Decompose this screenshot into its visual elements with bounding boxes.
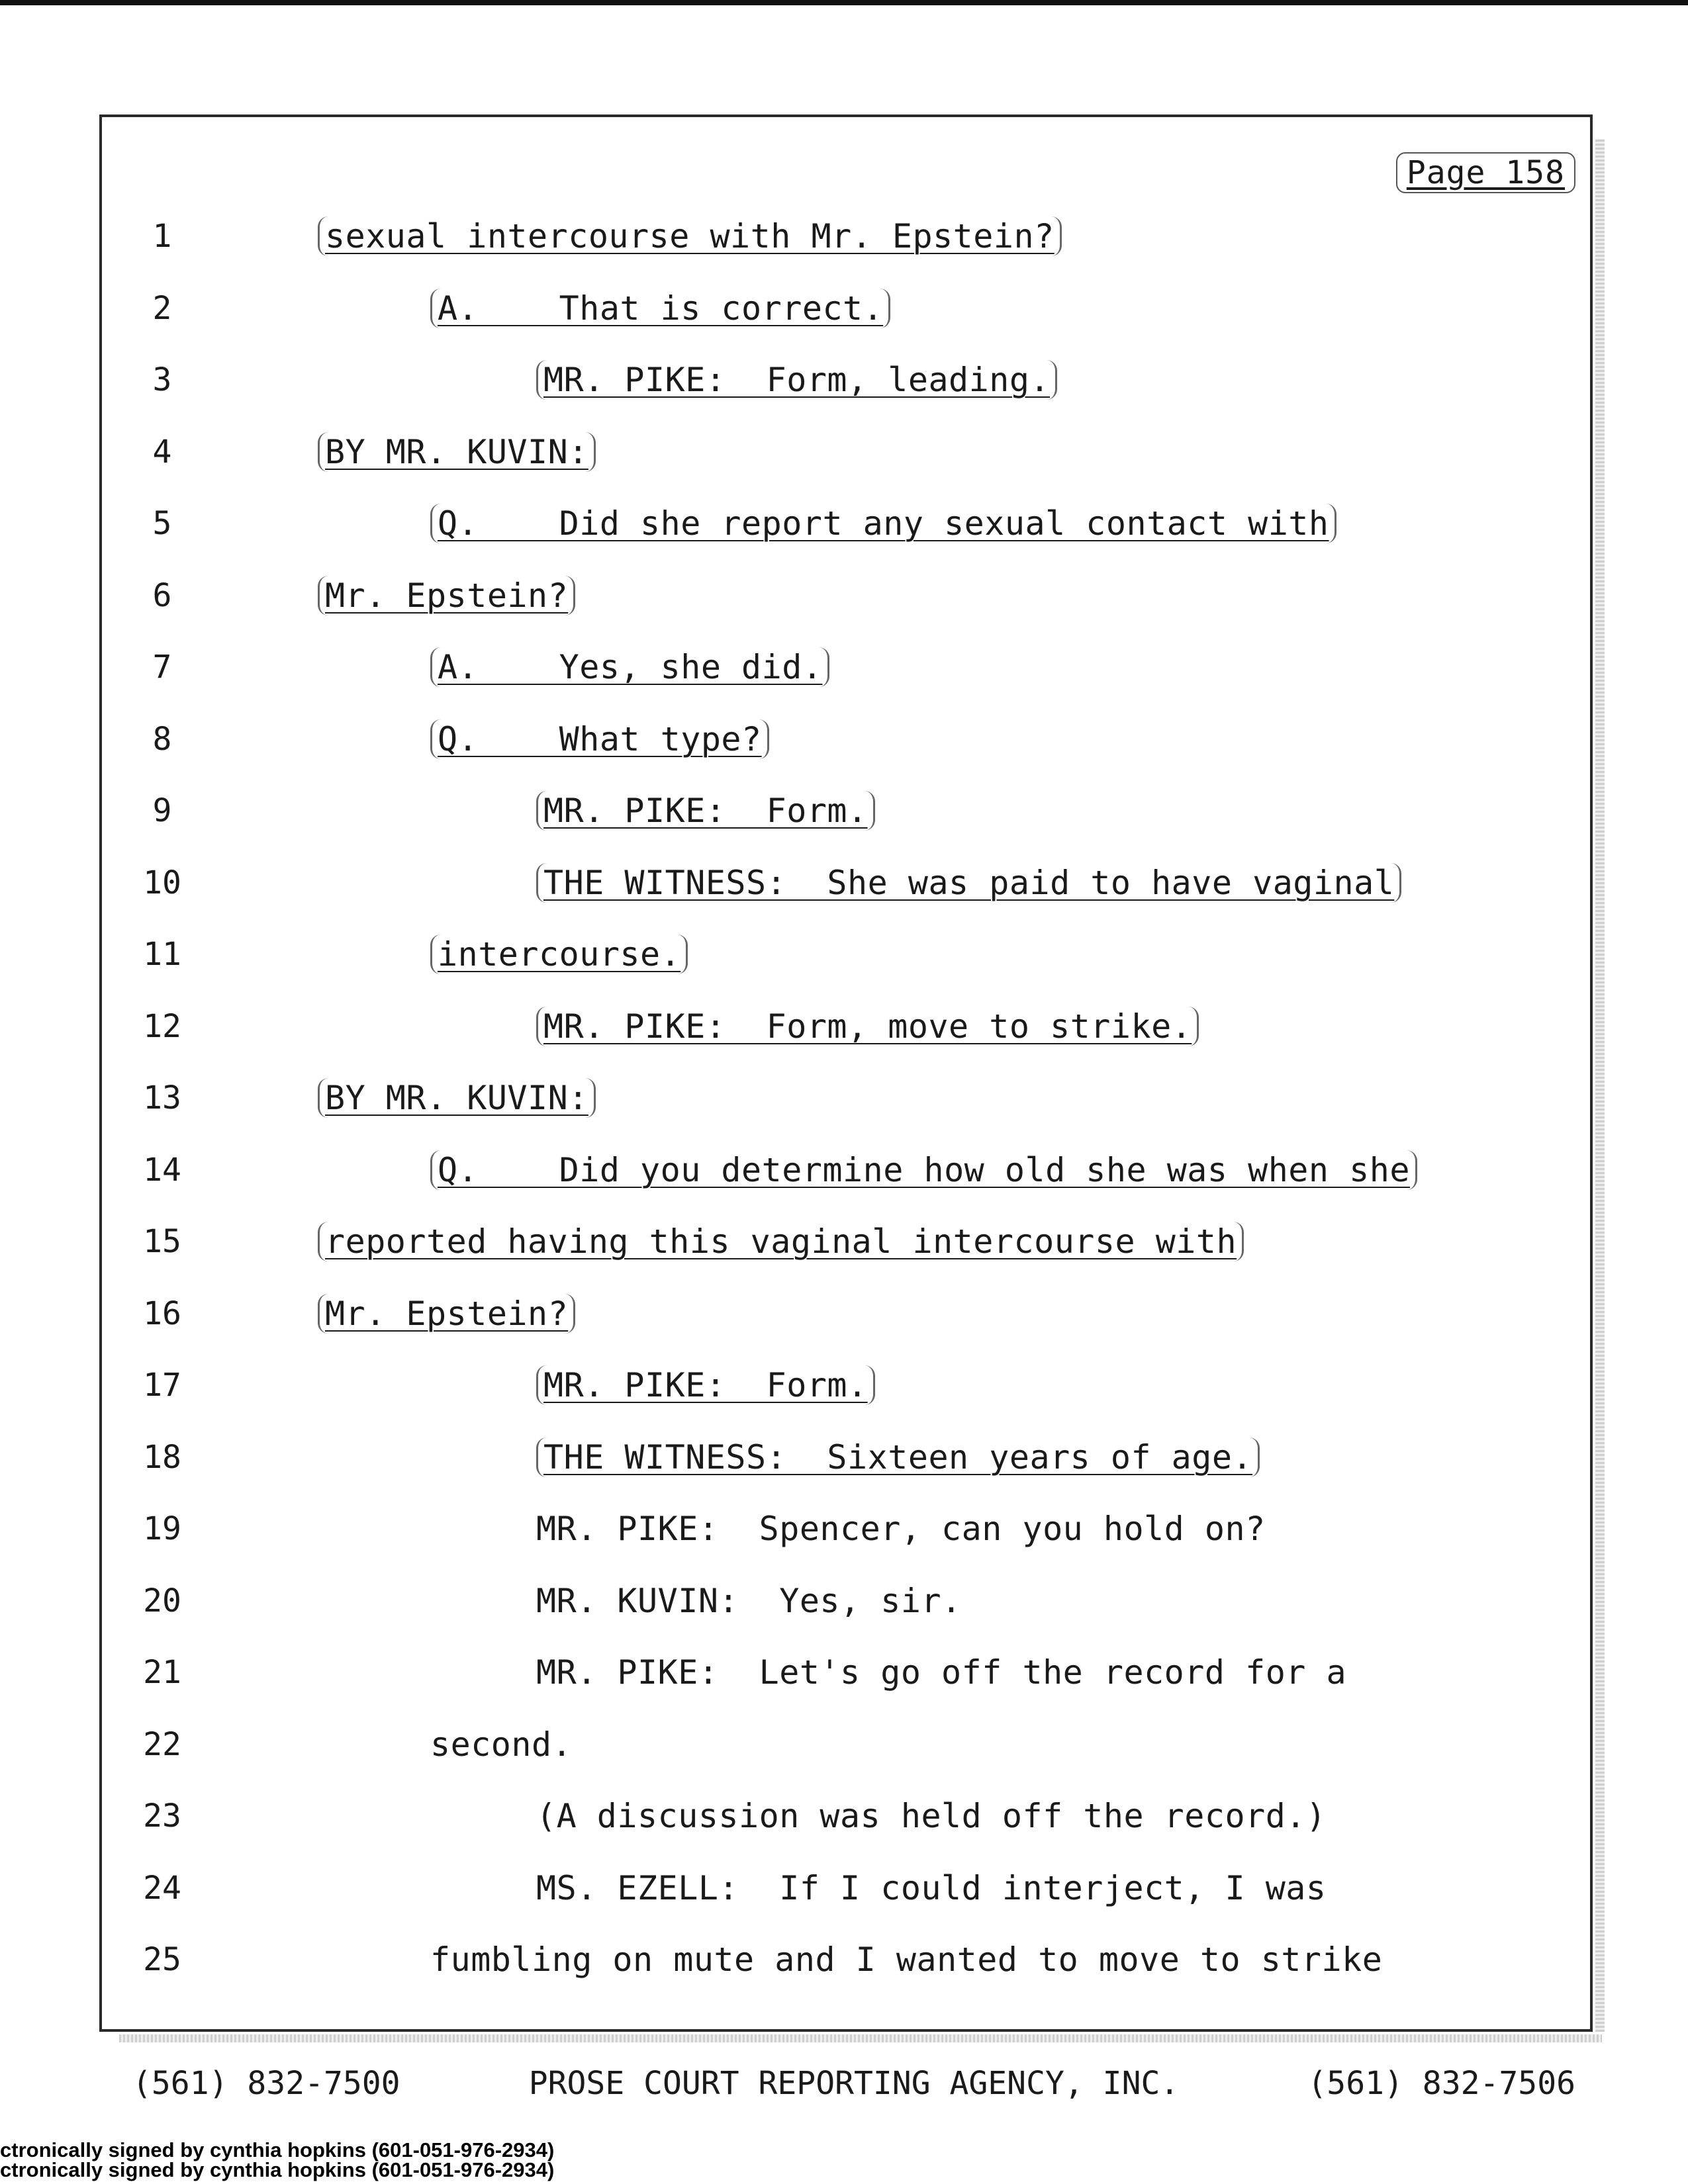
signature-line-2: ctronically signed by cynthia hopkins (601-051-976-2934)	[0, 2158, 555, 2181]
line-number: 3	[152, 361, 172, 398]
line-number: 22	[143, 1726, 181, 1763]
transcript-line: BY MR. KUVIN:	[318, 1078, 596, 1118]
line-number: 20	[143, 1582, 181, 1619]
line-number: 12	[143, 1008, 181, 1045]
transcript-line: Mr. Epstein?	[318, 1294, 575, 1334]
line-number: 24	[143, 1870, 181, 1907]
top-rule	[0, 0, 1688, 5]
line-number: 11	[143, 936, 181, 973]
page-label: Page 158	[1396, 152, 1575, 193]
line-number: 4	[152, 433, 172, 471]
transcript-line: MR. PIKE: Form.	[536, 791, 875, 831]
line-number: 10	[143, 864, 181, 901]
transcript-line: MR. PIKE: Spencer, can you hold on?	[536, 1510, 1266, 1548]
transcript-line: THE WITNESS: Sixteen years of age.	[536, 1437, 1260, 1477]
line-number: 15	[143, 1223, 181, 1260]
signature-line-1: ctronically signed by cynthia hopkins (601-051-976-2934)	[0, 2138, 555, 2161]
footer-phone-left: (561) 832-7500	[132, 2065, 400, 2102]
line-number: 2	[152, 290, 172, 327]
transcript-line: MR. PIKE: Form, move to strike.	[536, 1007, 1199, 1046]
transcript-line: BY MR. KUVIN:	[318, 432, 596, 472]
line-number: 17	[143, 1367, 181, 1404]
transcript-line: intercourse.	[430, 934, 688, 974]
transcript-line: THE WITNESS: She was paid to have vaginal	[536, 863, 1401, 903]
transcript-line: fumbling on mute and I wanted to move to strike	[430, 1940, 1383, 1979]
transcript-line: Q. Did you determine how old she was when she	[430, 1150, 1417, 1190]
footer	[132, 2064, 1575, 2103]
frame-shadow-right	[1595, 139, 1605, 2032]
transcript-line: MR. PIKE: Let's go off the record for a	[536, 1653, 1347, 1692]
line-number: 9	[152, 792, 172, 829]
transcript-line: reported having this vaginal intercourse with	[318, 1222, 1244, 1261]
transcript-line: MR. PIKE: Form, leading.	[536, 360, 1057, 400]
line-number: 25	[143, 1941, 181, 1978]
transcript-line: MS. EZELL: If I could interject, I was	[536, 1869, 1327, 1907]
line-number: 6	[152, 577, 172, 614]
footer-phone-right: (561) 832-7506	[1307, 2065, 1575, 2102]
transcript-line: MR. KUVIN: Yes, sir.	[536, 1582, 962, 1620]
line-number: 1	[152, 218, 172, 255]
line-number: 8	[152, 721, 172, 758]
transcript-frame	[99, 114, 1593, 2032]
transcript-line: A. Yes, she did.	[430, 647, 829, 687]
line-number: 18	[143, 1439, 181, 1476]
line-number: 19	[143, 1510, 181, 1547]
line-number: 5	[152, 505, 172, 542]
transcript-line: Q. What type?	[430, 719, 769, 759]
transcript-line: MR. PIKE: Form.	[536, 1365, 875, 1405]
transcript-line: sexual intercourse with Mr. Epstein?	[318, 216, 1062, 256]
footer-agency: PROSE COURT REPORTING AGENCY, INC.	[528, 2065, 1180, 2102]
frame-shadow-bottom	[119, 2034, 1602, 2042]
line-number: 13	[143, 1079, 181, 1116]
line-number: 23	[143, 1797, 181, 1835]
transcript-line: Q. Did she report any sexual contact with	[430, 504, 1336, 543]
transcript-line: Mr. Epstein?	[318, 576, 575, 615]
line-number: 21	[143, 1654, 181, 1691]
transcript-line: second.	[430, 1725, 573, 1764]
line-number: 16	[143, 1295, 181, 1332]
transcript-line: A. That is correct.	[430, 289, 890, 328]
line-number: 7	[152, 649, 172, 686]
transcript-line: (A discussion was held off the record.)	[536, 1797, 1327, 1835]
line-number: 14	[143, 1152, 181, 1189]
